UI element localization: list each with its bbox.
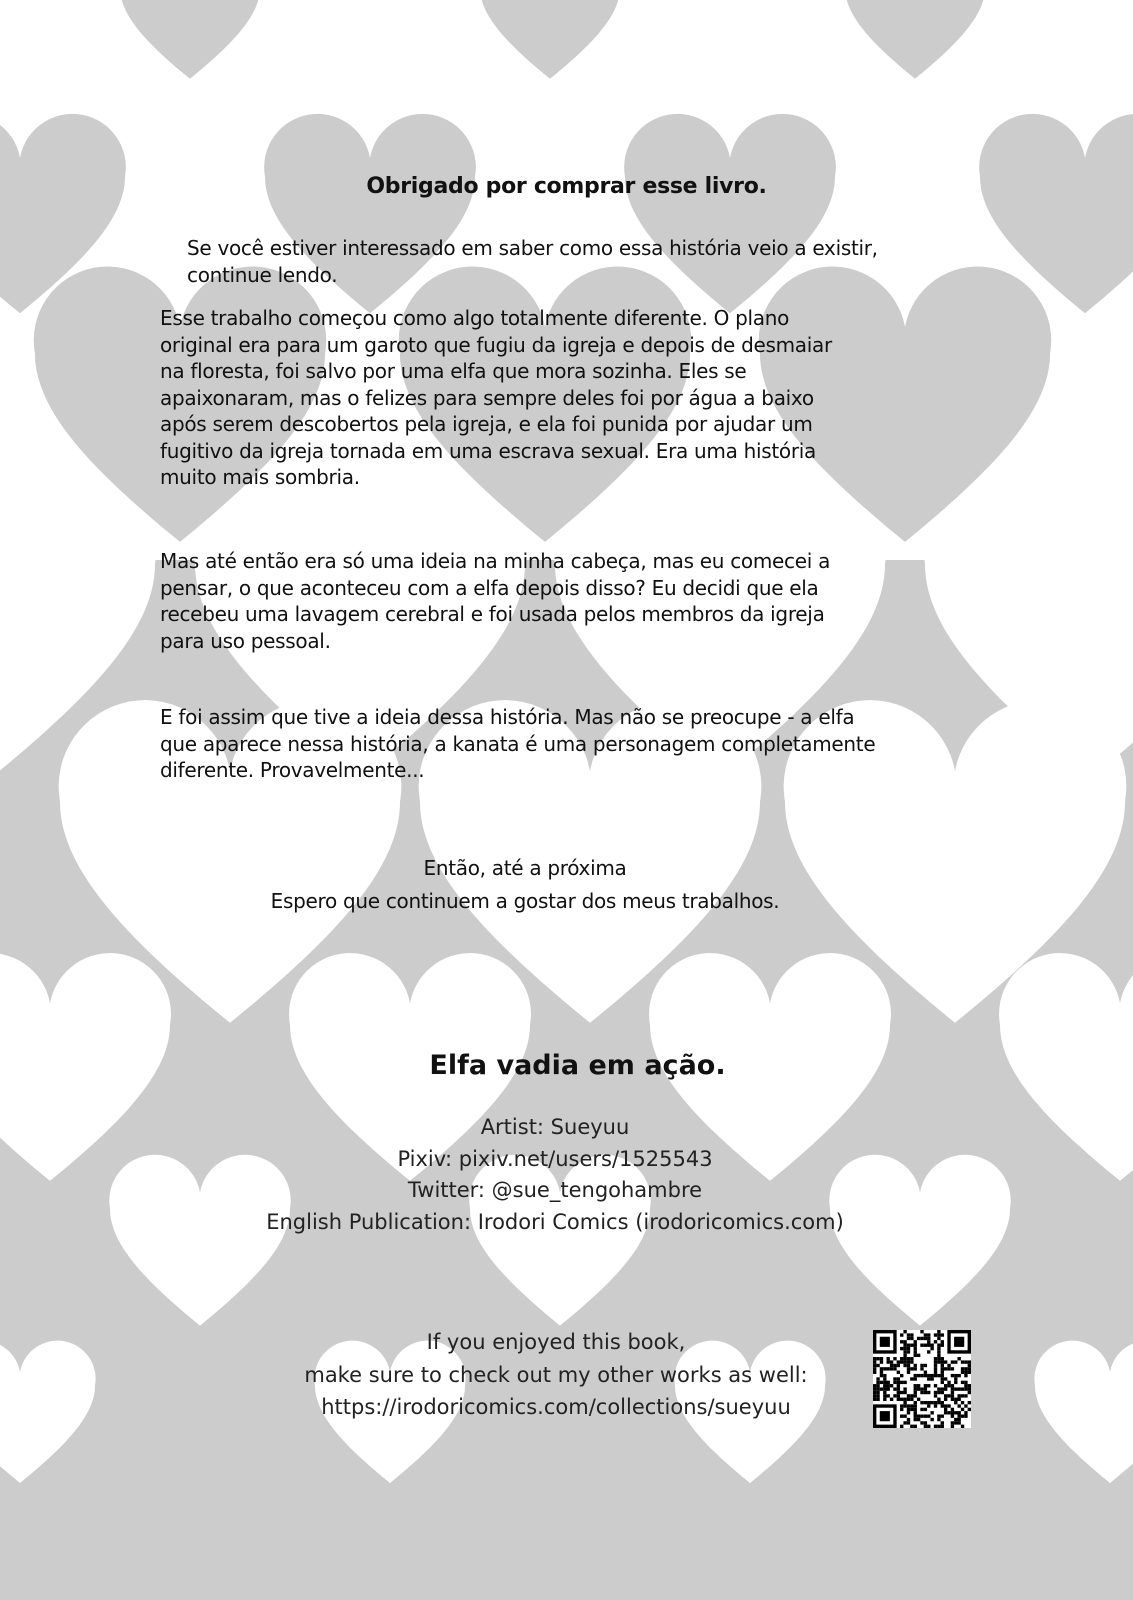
page-heading: Obrigado por comprar esse livro. bbox=[366, 174, 767, 199]
heart-shape bbox=[479, 0, 620, 79]
text-line: para uso pessoal. bbox=[160, 628, 331, 653]
text-line: fugitivo da igreja tornada em uma escrava sexual. Era uma história bbox=[160, 438, 816, 463]
promo-link: https://irodoricomics.com/collections/sueyuu bbox=[321, 1395, 791, 1419]
text-line: Mas até então era só uma ideia na minha cabeça, mas eu comecei a bbox=[160, 549, 831, 573]
text-line: diferente. Provavelmente... bbox=[160, 758, 425, 782]
text-line: Se você estiver interessado em saber como essa história veio a existir, bbox=[187, 236, 878, 260]
text-line: que aparece nessa história, a kanata é uma personagem completamente bbox=[160, 731, 876, 756]
paragraph-2 bbox=[160, 548, 830, 654]
qr-code bbox=[873, 1330, 971, 1428]
text-line: na floresta, foi salvo por uma elfa que mora sozinha. Eles se bbox=[160, 359, 747, 383]
paragraph-3 bbox=[160, 704, 875, 784]
book-title: Elfa vadia em ação. bbox=[429, 1050, 726, 1081]
credit-publisher: English Publication: Irodori Comics (irodoricomics.com) bbox=[266, 1209, 844, 1234]
credits bbox=[0, 1112, 1110, 1238]
credit-artist: Artist: Sueyuu bbox=[480, 1115, 630, 1139]
text-line: If you enjoyed this book, bbox=[426, 1330, 686, 1354]
text-line: Então, até a próxima bbox=[423, 856, 627, 880]
heart-shape bbox=[119, 0, 260, 79]
text-line: continue lendo. bbox=[187, 262, 338, 287]
text-line: Esse trabalho começou como algo totalmente diferente. O plano bbox=[160, 306, 790, 330]
credit-pixiv: Pixiv: pixiv.net/users/1525543 bbox=[397, 1146, 713, 1171]
text-line: muito mais sombria. bbox=[160, 465, 360, 489]
paragraph-1 bbox=[160, 305, 832, 491]
text-line: recebeu uma lavagem cerebral e foi usada pelos membros da igreja bbox=[160, 602, 825, 626]
heart-shape bbox=[844, 0, 985, 79]
text-line: Espero que continuem a gostar dos meus trabalhos. bbox=[270, 889, 780, 913]
text-line: original era para um garoto que fugiu da igreja e depois de desmaiar bbox=[160, 332, 832, 357]
text-line: apaixonaram, mas o felizes para sempre deles foi por água a baixo bbox=[160, 385, 814, 410]
text-line: pensar, o que aconteceu com a elfa depois disso? Eu decidi que ela bbox=[160, 575, 819, 600]
credit-twitter: Twitter: @sue_tengohambre bbox=[407, 1178, 703, 1202]
text-line: E foi assim que tive a ideia dessa história. Mas não se preocupe - a elfa bbox=[160, 705, 855, 729]
intro-paragraph bbox=[187, 235, 878, 288]
text-line: após serem descobertos pela igreja, e ela foi punida por ajudar um bbox=[160, 412, 813, 436]
text-line: make sure to check out my other works as well: bbox=[304, 1362, 808, 1387]
closing-message bbox=[0, 852, 1050, 918]
